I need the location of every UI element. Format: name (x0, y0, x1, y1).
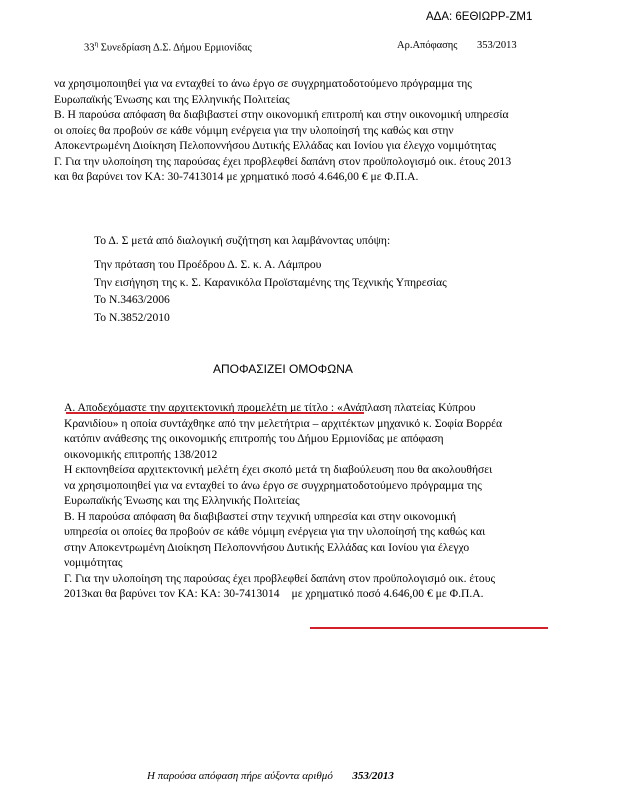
amount-phrase: με χρηματικό ποσό 4.646,00 € με Φ.Π.Α. (291, 587, 484, 600)
considering-item: Την πρόταση του Προέδρου Δ. Σ. κ. Α. Λάμπρου (94, 258, 322, 271)
footer-number: 353/2013 (352, 770, 394, 782)
text-line: Β. Η παρούσα απόφαση θα διαβιβαστεί στην τεχνική υπηρεσία και στην οικονομική (64, 509, 457, 523)
decision-last-line: 2013και θα βαρύνει τον ΚΑ: ΚΑ: 30-7413014 με χρηματικό ποσό 4.646,00 € με Φ.Π.Α. (64, 587, 484, 600)
text-line: οικονομικής επιτροπής 138/2012 (64, 447, 218, 461)
text-line: Κρανιδίου» η οποία συντάχθηκε από την μελετήτρια – αρχιτέκτων μηχανικό κ. Σοφία Βορρέα (64, 416, 503, 430)
text-line: να χρησιμοποιηθεί για να ενταχθεί το άνω έργο σε συγχρηματοδοτούμενο πρόγραμμα της (64, 478, 482, 492)
text-line: νομιμότητας (64, 556, 123, 569)
text-line: και θα βαρύνει τον ΚΑ: 30-7413014 με χρηματικό ποσό 4.646,00 € με Φ.Π.Α. (54, 170, 419, 183)
text-line: οι οποίες θα προβούν σε κάθε νόμιμη ενέργεια για την υλοποίησή της καθώς και στην (54, 123, 454, 137)
footer-note: Η παρούσα απόφαση πήρε αύξοντα αριθμό 353/2013 (147, 770, 394, 782)
text-line: κατόπιν ανάθεσης της οικονομικής επιτροπής του Δήμου Ερμιονίδας με απόφαση (64, 432, 444, 445)
session-title: $33^\eta$ Συνεδρίαση Δ.Σ. Δήμου Ερμιονίδας (84, 40, 252, 54)
text-line: Ευρωπαϊκής Ένωσης και της Ελληνικής Πολιτείας (64, 494, 300, 507)
red-underline-title (66, 412, 364, 414)
considering-intro: Το Δ. Σ μετά από διαλογική συζήτηση και λαμβάνοντας υπόψη: (94, 234, 391, 247)
text-line: Αποκεντρωμένη Διοίκηση Πελοποννήσου Δυτικής Ελλάδας και Ιονίου για έλεγχο νομιμότητας (54, 139, 497, 152)
text-line: Η εκπονηθείσα αρχιτεκτονική μελέτη έχει σκοπό μετά τη διαβούλευση που θα ακολουθήσει (64, 463, 493, 476)
red-underline-amount (310, 627, 548, 629)
text-line: Γ. Για την υλοποίηση της παρούσας έχει προβλεφθεί δαπάνη στον προϋπολογισμό οικ. έτους 2013 (54, 154, 512, 168)
text-line: Γ. Για την υλοποίηση της παρούσας έχει προβλεφθεί δαπάνη στον προϋπολογισμό οικ. έτους (64, 571, 496, 585)
considering-item: Το Ν.3852/2010 (94, 310, 170, 324)
decision-line-a: Α. Αποδεχόμαστε την αρχιτεκτονική προμελέτη με τίτλο : «Ανάπλαση πλατείας Κύπρου (64, 401, 476, 414)
text-line: Β. Η παρούσα απόφαση θα διαβιβαστεί στην οικονομική επιτροπή και στην οικονομική υπηρεσία (54, 108, 509, 121)
decision-number: 353/2013 (477, 40, 517, 51)
decision-heading: ΑΠΟΦΑΣΙΖΕΙ ΟΜΟΦΩΝΑ (213, 362, 353, 376)
text-line: να χρησιμοποιηθεί για να ενταχθεί το άνω έργο σε συγχρηματοδοτούμενο πρόγραμμα της (54, 77, 472, 90)
decision-label: Αρ.Απόφασης (397, 40, 458, 51)
text-line: στην Αποκεντρωμένη Διοίκηση Πελοποννήσου Δυτικής Ελλάδας και Ιονίου για έλεγχο (64, 540, 470, 554)
decision-block (64, 400, 502, 602)
top-block (54, 76, 511, 185)
text-line: Ευρωπαϊκής Ένωσης και της Ελληνικής Πολιτείας (54, 92, 290, 106)
considering-item: Την εισήγηση της κ. Σ. Καρανικόλα Προϊσταμένης της Τεχνικής Υπηρεσίας (94, 275, 447, 289)
considering-item: Το Ν.3463/2006 (94, 293, 170, 306)
accepted-title-phrase: Α. Αποδεχόμαστε την αρχιτεκτονική προμελέτη με τίτλο : (64, 401, 335, 414)
text-line: υπηρεσία οι οποίες θα προβούν σε κάθε νόμιμη ενέργεια για την υλοποίησή της καθώς και (64, 525, 486, 538)
considering-list (94, 256, 447, 326)
ada-code: ΑΔΑ: 6ΕΘΙΩΡΡ-ΖΜ1 (426, 11, 533, 23)
